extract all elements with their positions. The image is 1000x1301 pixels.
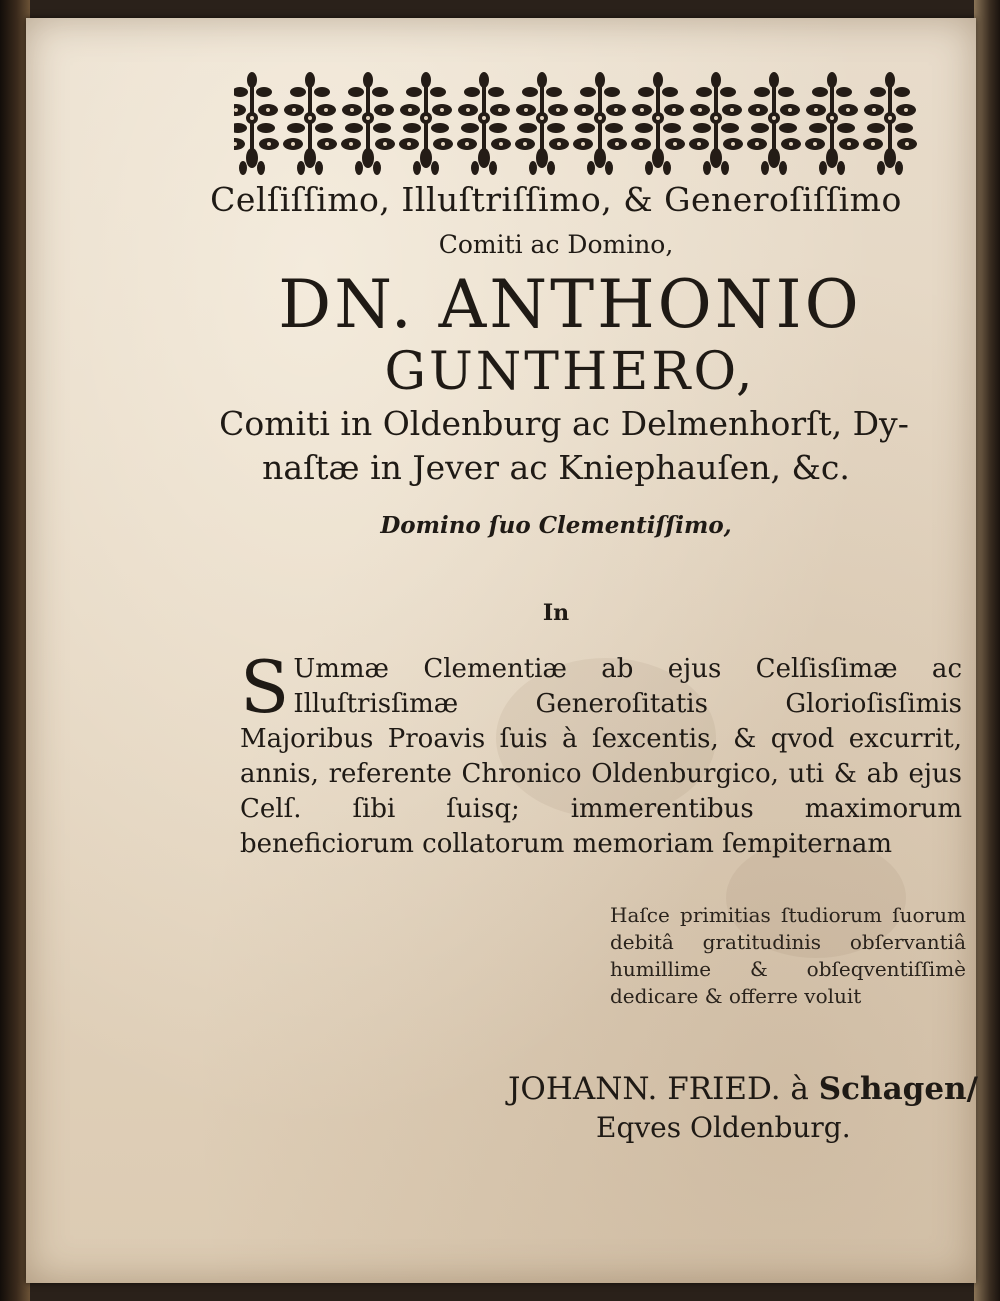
offer-paragraph: Haſce primitias ſtudiorum ſuorum debitâ gratitudinis obſervantiâ humillime & obſeqventiſſimè dedicare & offerre voluit <box>610 903 966 1008</box>
signature-name: JOHANN. FRIED. à <box>508 1071 819 1107</box>
fleuron-row-icon <box>234 70 934 180</box>
drop-cap: S <box>240 645 290 729</box>
fleuron-icon <box>341 72 395 175</box>
fleuron-icon <box>747 72 801 175</box>
fleuron-icon <box>863 72 917 175</box>
dedication-body <box>240 645 962 862</box>
dedicatee-title-line-1: Comiti in Oldenburg ac Delmenhorſt, Dy- <box>219 404 909 443</box>
dedication-body-text: Ummæ Clementiæ ab ejus Celſisſimæ ac Illuſtrisſimæ Generoſitatis Glorioſisſimis Majoribus Proavis ſuis à ſexcentis, & qvod excurrit, annis, referente Chronico Oldenburgico, uti & ab ejus Celſ. ſibi ſuisq; immerentibus maximorum beneficiorum collatorum memoriam ſempiternam <box>240 654 962 859</box>
fleuron-icon <box>399 72 453 175</box>
fleuron-icon <box>573 72 627 175</box>
fleuron-icon <box>515 72 569 175</box>
in-word: In <box>542 600 570 626</box>
dedicatee-title-line-2: naſtæ in Jever ac Kniephauſen, &c. <box>262 448 850 487</box>
dedicatee-name-line-1: DN. ANTHONIO <box>278 266 862 343</box>
dedicatee-name-line-2: GUNTHERO, <box>384 342 756 402</box>
document-page <box>26 18 976 1283</box>
signature <box>508 1071 978 1107</box>
fleuron-icon <box>457 72 511 175</box>
signature-title: Eqves Oldenburg. <box>596 1111 851 1144</box>
dedication-line-2: Comiti ac Domino, <box>438 230 674 259</box>
ornament-border <box>234 70 934 180</box>
salutation: Domino ſuo Clementiſſimo, <box>380 512 732 539</box>
dedication-line-1: Celſiſſimo, Illuſtriſſimo, & Generoſiſſimo <box>210 180 902 219</box>
fleuron-icon <box>234 72 279 175</box>
fleuron-icon <box>689 72 743 175</box>
signature-family: Schagen/ <box>818 1071 978 1107</box>
fleuron-icon <box>283 72 337 175</box>
fleuron-icon <box>805 72 859 175</box>
fleuron-icon <box>631 72 685 175</box>
